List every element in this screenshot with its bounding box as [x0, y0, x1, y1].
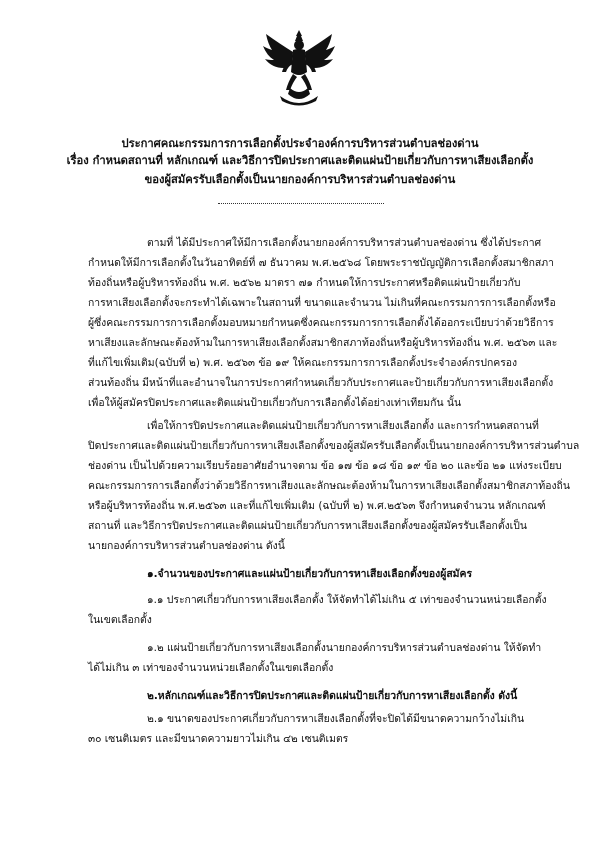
section-2-item-1-line: ๓๐ เซนติเมตร และมีขนาดความยาวไม่เกิน ๔๒ เซนติเมตร	[88, 733, 349, 745]
section-1-item-2-line: ได้ไม่เกิน ๓ เท่าของจำนวนหน่วยเลือกตั้งในเขตเลือกตั้ง	[88, 662, 334, 674]
paragraph-2-line: นายกองค์การบริหารส่วนตำบลช่องด่าน ดังนี้	[88, 540, 285, 552]
paragraph-1-line: การหาเสียงเลือกตั้งจะกระทำได้เฉพาะในสถานที่ ขนาดและจำนวน ไม่เกินที่คณะกรรมการการเลือกตั้งหรือ	[88, 297, 556, 309]
paragraph-2-line: ช่องด่าน เป็นไปด้วยความเรียบร้อยอาศัยอำนาจตาม ข้อ ๑๗ ข้อ ๑๘ ข้อ ๑๙ ข้อ ๒๐ และข้อ ๒๑ แห่งระเบียบ	[88, 460, 562, 472]
paragraph-1-line: ที่แก้ไขเพิ่มเติม(ฉบับที่ ๒) พ.ศ. ๒๕๖๓ ข้อ ๑๙ ให้คณะกรรมการการเลือกตั้งประจำองค์กรปกครอง	[88, 357, 518, 369]
section-2-item-1-line: ๒.๑ ขนาดของประกาศเกี่ยวกับการหาเสียงเลือกตั้งที่จะปิดได้มีขนาดความกว้างไม่เกิน	[147, 713, 525, 725]
paragraph-2-line: คณะกรรมการการเลือกตั้งว่าด้วยวิธีการหาเสียงและลักษณะต้องห้ามในการหาเสียงเลือกตั้งสมาชิกสภาท้องถิ่น	[88, 480, 570, 492]
document-title-line-1: ประกาศคณะกรรมการการเลือกตั้งประจำองค์การบริหารส่วนตำบลช่องด่าน	[121, 137, 479, 150]
section-1-item-2-line: ๑.๒ แผ่นป้ายเกี่ยวกับการหาเสียงเลือกตั้งนายกองค์การบริหารส่วนตำบลช่องด่าน ให้จัดทำ	[147, 642, 542, 654]
paragraph-1-line: ท้องถิ่นหรือผู้บริหารท้องถิ่น พ.ศ. ๒๕๖๒ มาตรา ๗๑ กำหนดให้การประกาศหรือติดแผ่นป้ายเกี่ยวกับ	[88, 277, 521, 289]
paragraph-2-line: หรือผู้บริหารท้องถิ่น พ.ศ.๒๕๖๓ และที่แก้ไขเพิ่มเติม (ฉบับที่ ๒) พ.ศ.๒๕๖๓ จึงกำหนดจำนวน หลักเกณฑ์	[88, 500, 546, 512]
paragraph-1-line: ส่วนท้องถิ่น มีหน้าที่และอำนาจในการประกาศกำหนดเกี่ยวกับประกาศและป้ายเกี่ยวกับการหาเสียงเลือกตั้ง	[88, 377, 554, 389]
section-2-heading: ๒.หลักเกณฑ์และวิธีการปิดประกาศและติดแผ่นป้ายเกี่ยวกับการหาเสียงเลือกตั้ง ดังนี้	[147, 690, 518, 702]
section-1-item-1-line: ๑.๑ ประกาศเกี่ยวกับการหาเสียงเลือกตั้ง ให้จัดทำได้ไม่เกิน ๕ เท่าของจำนวนหน่วยเลือกตั้ง	[147, 594, 547, 606]
paragraph-1-line: กำหนดให้มีการเลือกตั้งในวันอาทิตย์ที่ ๗ ธันวาคม พ.ศ.๒๕๖๘ โดยพระราชบัญญัติการเลือกตั้งสมาชิกสภา	[88, 257, 554, 269]
paragraph-2-line: เพื่อให้การปิดประกาศและติดแผ่นป้ายเกี่ยวกับการหาเสียงเลือกตั้ง และการกำหนดสถานที่	[147, 420, 539, 432]
section-1-item-1-line: ในเขตเลือกตั้ง	[88, 614, 152, 626]
title-divider	[218, 203, 384, 204]
paragraph-1-line: ผู้ซึ่งคณะกรรมการการเลือกตั้งมอบหมายกำหนดซึ่งคณะกรรมการการเลือกตั้งได้ออกระเบียบว่าด้วยวิธีการ	[88, 317, 554, 329]
section-1-heading: ๑.จำนวนของประกาศและแผ่นป้ายเกี่ยวกับการหาเสียงเลือกตั้งของผู้สมัคร	[147, 568, 473, 580]
paragraph-1-line: หาเสียงและลักษณะต้องห้ามในการหาเสียงเลือกตั้งสมาชิกสภาท้องถิ่นหรือผู้บริหารท้องถิ่น พ.ศ. ๒๕๖๓ และ	[88, 337, 558, 349]
document-title-line-2: เรื่อง กำหนดสถานที่ หลักเกณฑ์ และวิธีการปิดประกาศและติดแผ่นป้ายเกี่ยวกับการหาเสียงเลือกตั้ง	[66, 154, 534, 167]
garuda-emblem-icon	[262, 30, 336, 108]
paragraph-1-line: เพื่อให้ผู้สมัครปิดประกาศและติดแผ่นป้ายเกี่ยวกับการเลือกตั้งได้อย่างเท่าเทียมกัน นั้น	[88, 397, 462, 409]
document-title-line-3: ของผู้สมัครรับเลือกตั้งเป็นนายกองค์การบริหารส่วนตำบลช่องด่าน	[144, 173, 456, 186]
paragraph-2-line: สถานที่ และวิธีการปิดประกาศและติดแผ่นป้ายเกี่ยวกับการหาเสียงเลือกตั้งของผู้สมัครรับเลือกตั้งเป็น	[88, 520, 527, 532]
paragraph-1-line: ตามที่ ได้มีประกาศให้มีการเลือกตั้งนายกองค์การบริหารส่วนตำบลช่องด่าน ซึ่งได้ประกาศ	[147, 237, 542, 249]
paragraph-2-line: ปิดประกาศและติดแผ่นป้ายเกี่ยวกับการหาเสียงเลือกตั้งของผู้สมัครรับเลือกตั้งเป็นนายกองค์การบริหารส่วนตำบล	[88, 440, 580, 452]
